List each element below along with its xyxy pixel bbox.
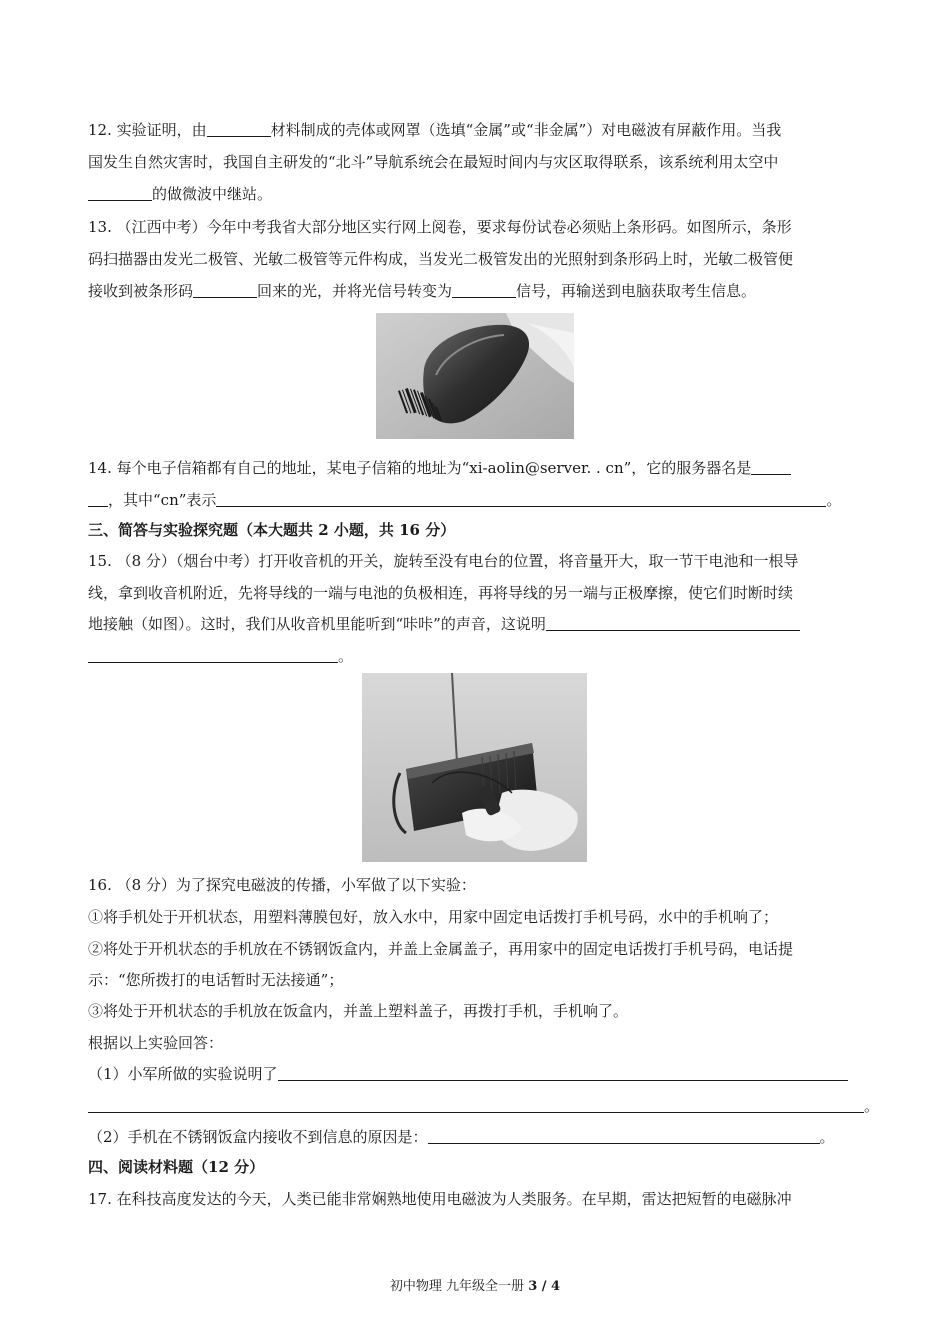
q14-line-1 (88, 458, 791, 478)
q13-text-c: 信号，再输送到电脑获取考生信息。 (516, 282, 757, 300)
q12-blank-1 (207, 121, 271, 137)
q16-blank-1a (278, 1065, 848, 1081)
q12-blank-2 (88, 185, 152, 201)
q14-text-b: ，其中“cn”表示 (108, 491, 217, 509)
q14-blank-2 (216, 491, 826, 507)
q16-text-a: （1）小军所做的实验说明了 (88, 1065, 278, 1083)
q16-text-d: 。 (819, 1128, 835, 1146)
q15-text-b: 。 (338, 647, 354, 665)
q13-text-a: 接收到被条形码 (88, 282, 194, 300)
q16-text-c: （2）手机在不锈钢饭盒内接收不到信息的原因是： (88, 1128, 428, 1146)
q13-blank-1 (193, 282, 257, 298)
section-4-heading: 四、阅读材料题（12 分） (88, 1158, 265, 1176)
q14-blank-1a (751, 459, 791, 475)
q16-line-4: 示：“您所拨打的电话暂时无法接通”； (88, 971, 344, 989)
q13-line-3 (88, 281, 756, 301)
page-footer (0, 1275, 950, 1294)
q13-text-b: 回来的光，并将光信号转变为 (257, 282, 453, 300)
q17-line-1: 17. 在科技高度发达的今天，人类已能非常娴熟地使用电磁波为人类服务。在早期，雷达把短暂的电磁脉冲 (88, 1190, 792, 1208)
q13-line-1: 13. （江西中考）今年中考我省大部分地区实行网上阅卷，要求每份试卷必须贴上条形码。如图所示，条形 (88, 218, 792, 236)
q12-line-1 (88, 120, 781, 140)
q13-line-2: 码扫描器由发光二极管、光敏二极管等元件构成，当发光二极管发出的光照射到条形码上时，光敏二极管便 (88, 250, 794, 268)
q14-blank-1b (88, 491, 108, 507)
q16-line-9 (88, 1127, 835, 1147)
q12-line-2: 国发生自然灾害时，我国自主研发的“北斗”导航系统会在最短时间内与灾区取得联系，该系统利用太空中 (88, 153, 779, 171)
q15-line-1: 15. （8 分）（烟台中考）打开收音机的开关，旋转至没有电台的位置，将音量开大，取一节干电池和一根导 (88, 552, 799, 570)
q16-line-6: 根据以上实验回答： (88, 1034, 224, 1052)
q12-text-c: 的做微波中继站。 (152, 185, 273, 203)
q15-blank-1a (546, 615, 800, 631)
q16-blank-1b (88, 1097, 864, 1113)
barcode-scanner-photo (376, 313, 574, 439)
q14-line-2 (88, 490, 841, 510)
q15-line-3 (88, 614, 800, 634)
q14-text-c: 。 (826, 491, 842, 509)
q16-text-b: 。 (864, 1097, 880, 1115)
footer-text: 初中物理 九年级全一册 (389, 1279, 529, 1294)
q15-blank-1b (88, 647, 338, 663)
q16-line-8 (88, 1096, 879, 1116)
q12-line-3 (88, 184, 272, 204)
section-3-heading: 三、简答与实验探究题（本大题共 2 小题，共 16 分） (88, 521, 456, 539)
q16-line-2: ①将手机处于开机状态，用塑料薄膜包好，放入水中，用家中固定电话拨打手机号码，水中的手机响了； (88, 908, 779, 926)
q16-line-5: ③将处于开机状态的手机放在饭盒内，并盖上塑料盖子，再拨打手机，手机响了。 (88, 1002, 629, 1020)
q16-line-3: ②将处于开机状态的手机放在不锈钢饭盒内，并盖上金属盖子，再用家中的固定电话拨打手机号码，电话提 (88, 940, 794, 958)
q12-text-a: 12. 实验证明，由 (88, 121, 207, 139)
radio-photo (362, 673, 587, 862)
q16-blank-2 (428, 1128, 820, 1144)
q16-line-7 (88, 1064, 848, 1084)
q13-blank-2 (452, 282, 516, 298)
q15-text-a: 地接触（如图）。这时，我们从收音机里能听到“咔咔”的声音，这说明 (88, 615, 546, 633)
q14-text-a: 14. 每个电子信箱都有自己的地址，某电子信箱的地址为“xi-aolin@server. . cn”，它的服务器名是 (88, 459, 752, 477)
q15-line-4 (88, 646, 353, 666)
q12-text-b: 材料制成的壳体或网罩（选填“金属”或“非金属”）对电磁波有屏蔽作用。当我 (270, 121, 782, 139)
page-number: 3 / 4 (528, 1279, 561, 1294)
q16-line-1: 16. （8 分）为了探究电磁波的传播，小军做了以下实验： (88, 876, 476, 894)
q15-line-2: 线，拿到收音机附近，先将导线的一端与电池的负极相连，再将导线的另一端与正极摩擦，使它们时断时续 (88, 584, 794, 602)
